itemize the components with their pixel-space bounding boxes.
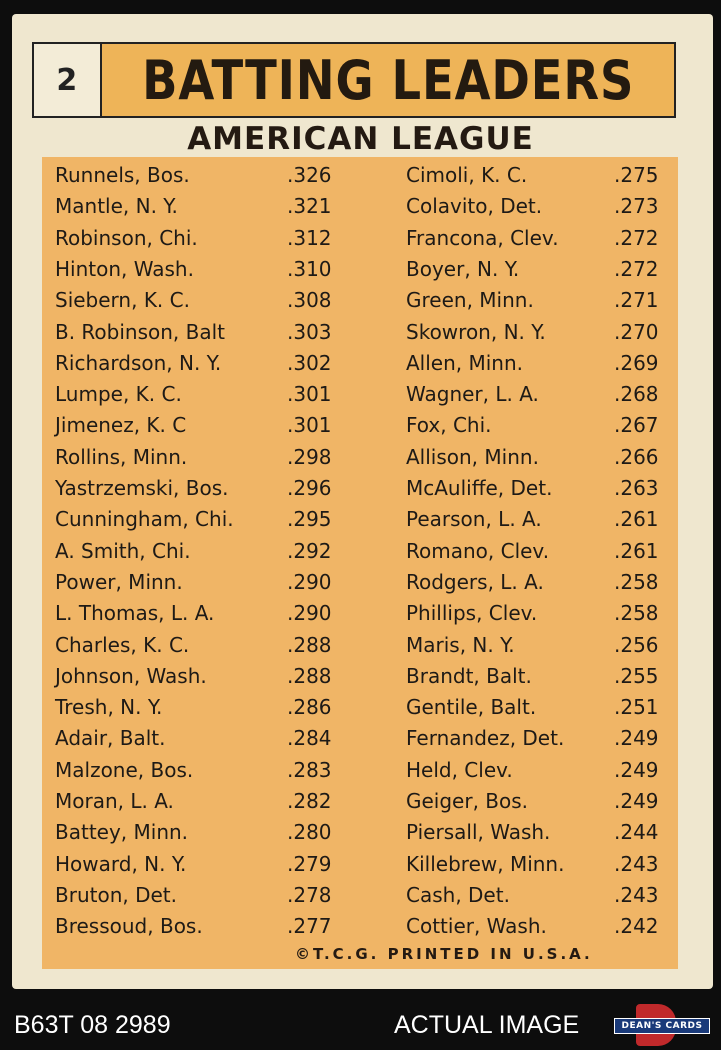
player-name: Maris, N. Y. [406, 632, 515, 657]
league-heading: AMERICAN LEAGUE [187, 121, 534, 157]
player-name: Pearson, L. A. [406, 507, 542, 532]
batting-average: .244 [614, 820, 659, 845]
batting-average: .271 [614, 288, 659, 313]
player-name: Bressoud, Bos. [55, 914, 203, 939]
player-name: Brandt, Balt. [406, 663, 532, 688]
player-name: Fernandez, Det. [406, 726, 565, 751]
batting-average: .243 [614, 882, 659, 907]
player-name: Moran, L. A. [55, 789, 174, 813]
batting-average: .263 [614, 476, 659, 500]
player-name: Colavito, Det. [406, 194, 543, 219]
player-name: Skowron, N. Y. [406, 319, 546, 344]
batting-average: .312 [287, 225, 332, 250]
player-name: Mantle, N. Y. [55, 194, 178, 219]
batting-average: .272 [614, 256, 659, 281]
player-name: Wagner, L. A. [406, 382, 539, 407]
batting-average: .269 [614, 350, 659, 375]
batting-average: .279 [287, 851, 332, 876]
card-number: 2 [34, 44, 102, 116]
player-name: Howard, N. Y. [55, 851, 187, 876]
batting-average: .290 [287, 569, 332, 594]
player-name: Siebern, K. C. [55, 288, 190, 313]
player-name: Bruton, Det. [55, 882, 177, 907]
batting-average: .296 [287, 476, 332, 500]
batting-average: .267 [614, 413, 659, 438]
batting-average: .243 [614, 851, 659, 876]
batting-average: .284 [287, 726, 332, 751]
player-name: Fox, Chi. [406, 413, 492, 438]
batting-average: .278 [287, 882, 332, 907]
player-name: Gentile, Balt. [406, 695, 537, 720]
player-name: McAuliffe, Det. [406, 476, 553, 500]
batting-average: .251 [614, 695, 659, 720]
batting-average: .282 [287, 789, 332, 813]
player-name: Battey, Minn. [55, 820, 189, 845]
batting-average: .301 [287, 382, 332, 407]
batting-average: .261 [614, 538, 659, 563]
player-name: Jimenez, K. C [55, 413, 187, 438]
batting-average: .277 [287, 914, 332, 939]
card-title: BATTING LEADERS [141, 48, 634, 112]
player-name: Piersall, Wash. [406, 820, 551, 845]
batting-average: .292 [287, 538, 332, 563]
player-name: Hinton, Wash. [55, 256, 194, 281]
batting-average: .303 [287, 319, 332, 344]
player-name: Killebrew, Minn. [406, 851, 565, 876]
player-name: Allison, Minn. [406, 444, 539, 469]
player-name: Runnels, Bos. [55, 163, 190, 187]
player-name: Cimoli, K. C. [406, 163, 528, 187]
listing-label: ACTUAL IMAGE [394, 1011, 580, 1039]
batting-average: .326 [287, 163, 332, 187]
batting-average: .301 [287, 413, 332, 438]
player-name: Cash, Det. [406, 882, 510, 907]
player-name: Rodgers, L. A. [406, 569, 544, 594]
printed-footer: ©T.C.G. PRINTED IN U.S.A. [295, 945, 593, 963]
batting-average: .308 [287, 288, 332, 313]
batting-average: .321 [287, 194, 332, 219]
player-name: Tresh, N. Y. [55, 695, 163, 720]
logo-text: DEAN'S CARDS [614, 1018, 710, 1034]
player-name: Lumpe, K. C. [55, 382, 182, 407]
batting-average: .290 [287, 601, 332, 626]
player-name: Charles, K. C. [55, 632, 190, 657]
player-name: Adair, Balt. [55, 726, 166, 751]
player-name: Romano, Clev. [406, 538, 550, 563]
player-name: Allen, Minn. [406, 350, 524, 375]
player-name: Malzone, Bos. [55, 757, 194, 782]
batting-average: .258 [614, 569, 659, 594]
player-name: Cunningham, Chi. [55, 507, 234, 532]
player-name: Held, Clev. [406, 757, 513, 782]
player-name: Boyer, N. Y. [406, 256, 520, 281]
batting-average: .295 [287, 507, 332, 532]
player-name: Robinson, Chi. [55, 225, 198, 250]
batting-average: .280 [287, 820, 332, 845]
batting-average: .288 [287, 663, 332, 688]
player-name: Geiger, Bos. [406, 789, 529, 813]
batting-average: .286 [287, 695, 332, 720]
player-name: B. Robinson, Balt [55, 319, 226, 344]
batting-average: .242 [614, 914, 659, 939]
batting-average: .255 [614, 663, 659, 688]
player-name: Phillips, Clev. [406, 601, 538, 626]
batting-average: .298 [287, 444, 332, 469]
player-name: Power, Minn. [55, 569, 183, 594]
player-name: Rollins, Minn. [55, 444, 188, 469]
player-name: Green, Minn. [406, 288, 534, 313]
batting-average: .288 [287, 632, 332, 657]
player-name: L. Thomas, L. A. [55, 601, 215, 626]
batting-average: .249 [614, 726, 659, 751]
player-name: Cottier, Wash. [406, 914, 547, 939]
player-name: Richardson, N. Y. [55, 350, 222, 375]
batting-average: .268 [614, 382, 659, 407]
batting-average: .249 [614, 757, 659, 782]
player-name: Johnson, Wash. [55, 663, 207, 688]
batting-average: .270 [614, 319, 659, 344]
player-name: Yastrzemski, Bos. [55, 476, 229, 500]
batting-average: .256 [614, 632, 659, 657]
deans-cards-logo [614, 1004, 710, 1046]
batting-average: .266 [614, 444, 659, 469]
batting-average: .275 [614, 163, 659, 187]
batting-average: .310 [287, 256, 332, 281]
batting-average: .273 [614, 194, 659, 219]
batting-average: .249 [614, 789, 659, 813]
card-header [32, 42, 676, 118]
batting-average: .283 [287, 757, 332, 782]
player-name: Francona, Clev. [406, 225, 559, 250]
listing-card-id: B63T 08 2989 [14, 1011, 171, 1039]
batting-average: .302 [287, 350, 332, 375]
batting-average: .258 [614, 601, 659, 626]
batting-average: .272 [614, 225, 659, 250]
player-name: A. Smith, Chi. [55, 538, 191, 563]
batting-average: .261 [614, 507, 659, 532]
